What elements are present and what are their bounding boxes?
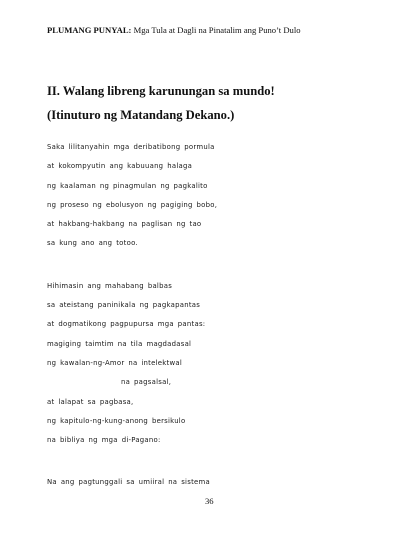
poem-line: ng kaalaman ng pinagmulan ng pagkalito [47, 181, 208, 190]
poem-line: na pagsalsal, [121, 378, 172, 387]
poem-line: Saka lilitanyahin mga deribatibong pormula [47, 143, 215, 151]
poem-line: na bibliya ng mga di-Pagano: [47, 436, 161, 445]
poem-line: sa kung ano ang totoo. [47, 239, 138, 248]
poem-line: Hihimasin ang mahabang balbas [47, 281, 173, 290]
poem-line: sa ateistang paninikala ng pagkapantas [47, 301, 201, 310]
poem-line: at kokompyutin ang kabuuang halaga [47, 162, 193, 171]
book-subtitle: Mga Tula at Dagli na Pinatalim ang Puno’t Dulo [133, 25, 301, 35]
poem-line: magiging taimtim na tila magdadasal [47, 339, 192, 348]
poem-line: ng kapitulo-ng-kung-anong bersikulo [47, 416, 186, 425]
page-number: 36 [205, 496, 214, 506]
poem-body [47, 138, 387, 516]
poem-line: ng proseso ng ebolusyon ng pagiging bobo, [47, 200, 218, 209]
section-heading: II. Walang libreng karunungan sa mundo! [47, 84, 275, 98]
poem-line: at hakbang-hakbang na paglisan ng tao [47, 220, 202, 229]
poem-line: at lalapat sa pagbasa, [47, 397, 134, 406]
poem-line: ng kawalan-ng-Amor na intelektwal [47, 358, 182, 367]
poem-stanza [47, 473, 387, 492]
poem-stanza [47, 138, 387, 254]
section-subheading: (Itinuturo ng Matandang Dekano.) [47, 108, 235, 122]
running-header [47, 25, 301, 35]
poem-line: Na ang pagtunggali sa umiiral na sistema [47, 478, 210, 487]
poem-line: at dogmatikong pagpupursa mga pantas: [47, 320, 206, 329]
book-title: PLUMANG PUNYAL: [47, 25, 132, 35]
poem-stanza [47, 277, 387, 451]
